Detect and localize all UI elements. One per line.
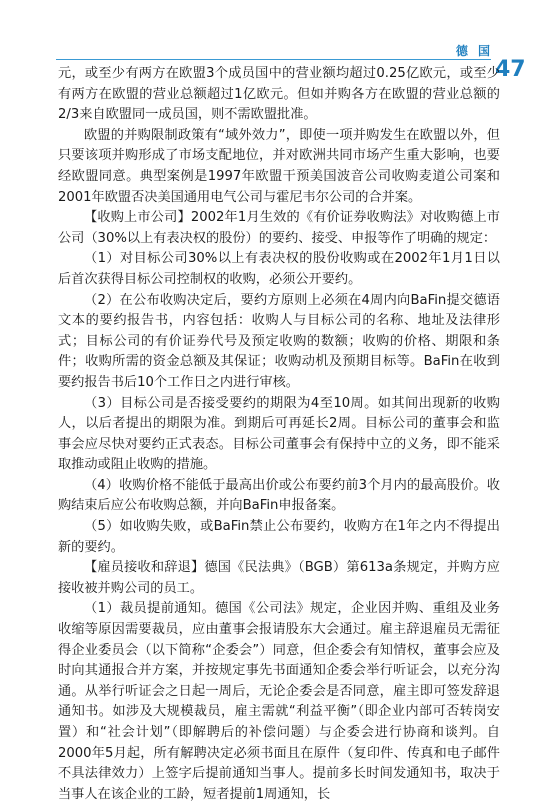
- paragraph-continued: 元，或至少有两方在欧盟3个成员国中的营业额均超过0.25亿欧元，或至少有两方在欧盟的营业总额超过1亿欧元。但如并购各方在欧盟的营业总额的2/3来自欧盟同一成员国，则不需欧盟批准。: [58, 66, 500, 123]
- page-number: 47: [495, 57, 526, 82]
- paragraph-item-4: （4）收购价格不能低于最高出价或公布要约前3个月内的最高股价。收购结束后应公布收购总额，并向BaFin申报备案。: [58, 477, 500, 514]
- header-divider: [56, 59, 491, 60]
- paragraph-listed-companies: 【收购上市公司】2002年1月生效的《有价证券收购法》对收购德上市公司（30%以上有表决权的股份）的要约、接受、申报等作了明确的规定：: [58, 210, 500, 246]
- paragraph-item-5: （5）如收购失败，或BaFin禁止公布要约，收购方在1年之内不得提出新的要约。: [58, 519, 500, 555]
- section-title: 德 国: [455, 44, 493, 58]
- page-number-tab: [493, 57, 559, 84]
- paragraph-layoff-notice: （1）裁员提前通知。德国《公司法》规定，企业因并购、重组及业务收缩等原因需要裁员，应由董事会报请股东大会通过。雇主辞退雇员无需征得企业委员会（以下简称“企委会”）同意，但企委会有知情权，董事会应及时向其通报合并方案，并按规定事先书面通知企委会举行听证会，以充分沟通。从举行听证会之日起一周后，无论企委会是否同意，雇主即可签发辞退通知书。如涉及大规模裁员，雇主需就“利益平衡”（即企业内部可否转岗安置）和“社会计划”（即解聘后的补偿问题）与企委会进行协商和谈判。自2000年5月起，所有解聘决定必须书面且在原件（复印件、传真和电子邮件不具法律效力）上签字后提前通知当事人。提前多长时间发通知书，取决于当事人在该企业的工龄，短者提前1周通知，长: [58, 601, 500, 802]
- paragraph-employees: 【雇员接收和辞退】德国《民法典》（BGB）第613a条规定，并购方应接收被并购公司的员工。: [58, 560, 500, 596]
- page-header: [0, 0, 559, 82]
- paragraph-item-3: （3）目标公司是否接受要约的期限为4至10周。如其间出现新的收购人，以后者提出的期限为准。到期后可再延长2周。目标公司的董事会和监事会应尽快对要约正式表态。目标公司董事会有保持中立的义务，即不能采取推动或阻止收购的措施。: [58, 395, 500, 473]
- paragraph-extraterritorial: 欧盟的并购限制政策有“域外效力”，即使一项并购发生在欧盟以外，但只要该项并购形成了市场支配地位，并对欧洲共同市场产生重大影响，也要经欧盟同意。典型案例是1997年欧盟干预美国波音公司收购麦道公司案和2001年欧盟否决美国通用电气公司与霍尼韦尔公司的合并案。: [58, 127, 500, 205]
- body-text: [58, 64, 500, 805]
- paragraph-item-2: （2）在公布收购决定后，要约方原则上必须在4周内向BaFin提交德语文本的要约报告书，内容包括：收购人与目标公司的名称、地址及法律形式；目标公司的有价证券代号及预定收购的数额；收购的价格、期限和条件；收购所需的资金总额及其保证；收购动机及预期目标等。BaFin在收到要约报告书后10个工作日之内进行审核。: [58, 292, 500, 390]
- paragraph-item-1: （1）对目标公司30%以上有表决权的股份收购或在2002年1月1日以后首次获得目标公司控制权的收购，必须公开要约。: [58, 251, 500, 287]
